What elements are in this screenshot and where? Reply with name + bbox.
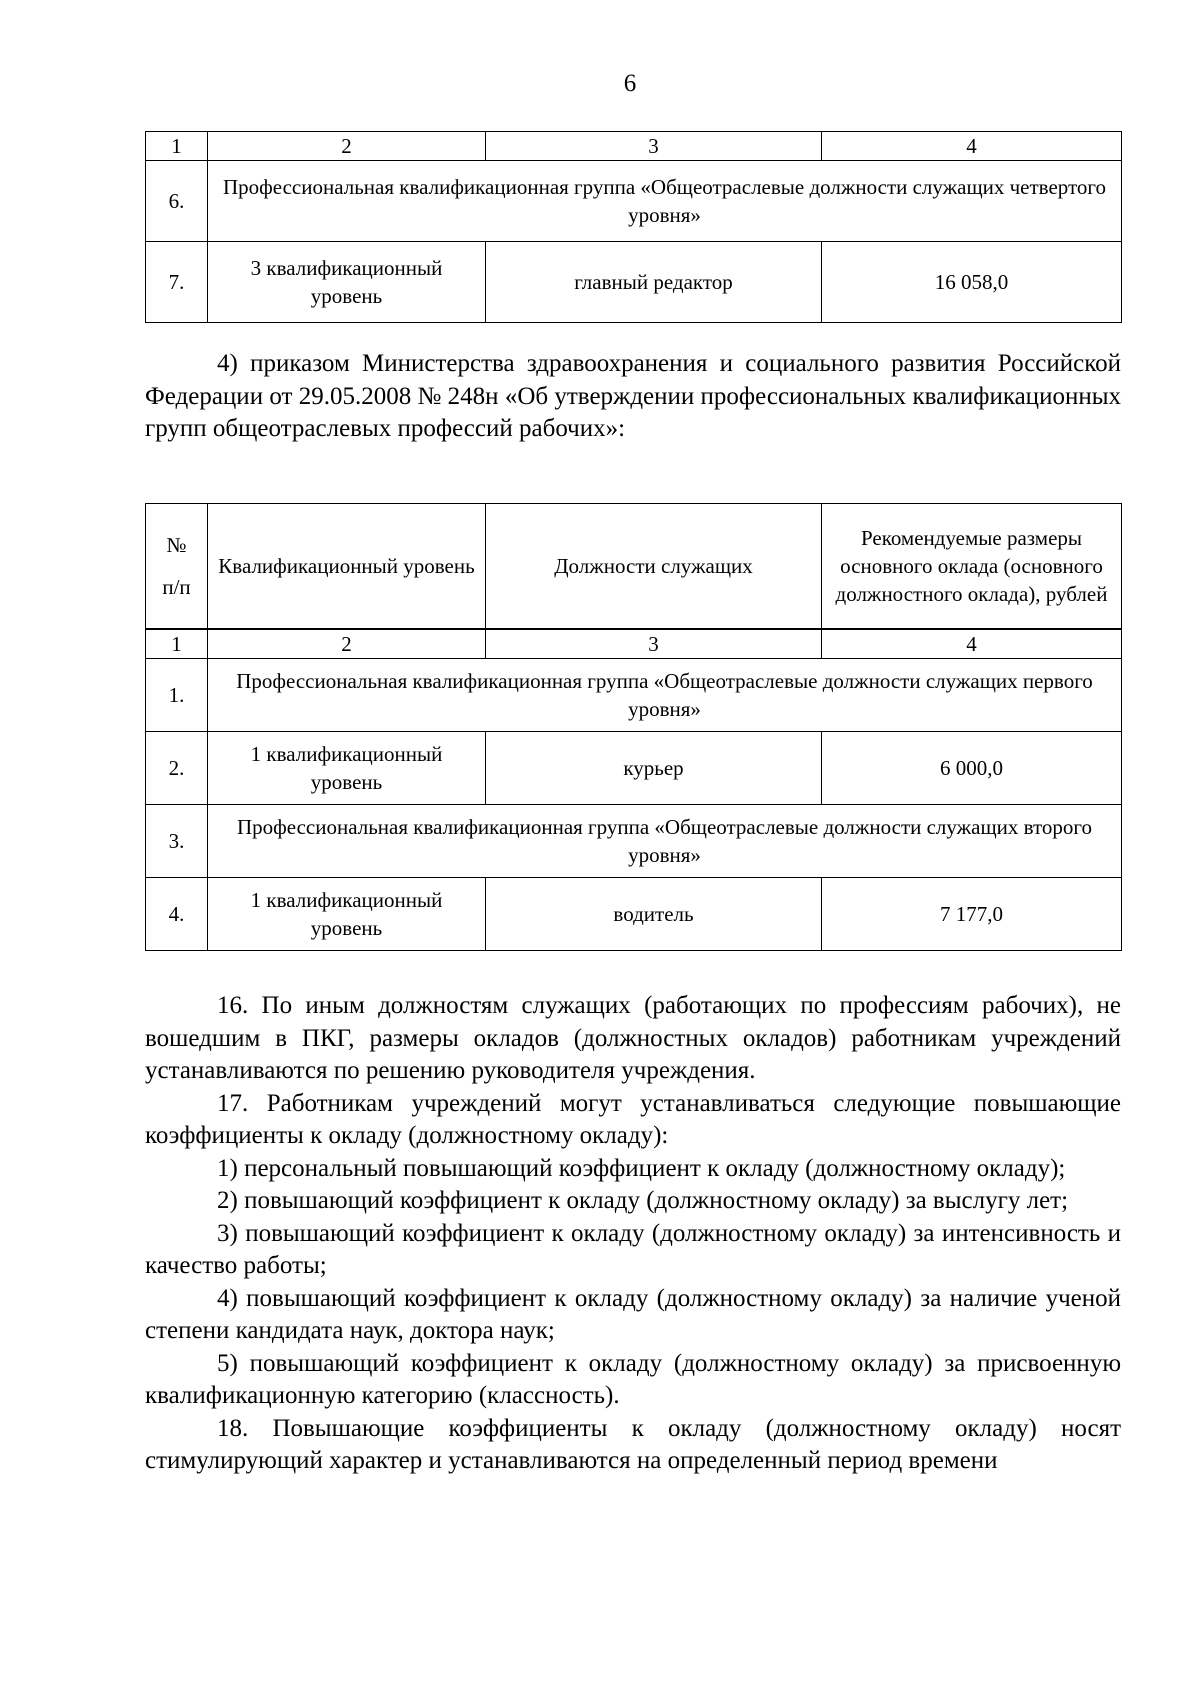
col-number: 3 [486, 132, 822, 161]
header-level: Квалификационный уровень [208, 504, 486, 630]
paragraph: 17. Работникам учреждений могут устанавливаться следующие повышающие коэффициенты к окладу (должностному окладу): [145, 1089, 1121, 1149]
paragraph: 18. Повышающие коэффициенты к окладу (должностному окладу) носят стимулирующий характер и устанавливаются на определенный период времени [145, 1414, 1121, 1474]
salary-value: 6 000,0 [822, 732, 1122, 805]
group-row [146, 659, 1122, 732]
qualification-level: 3 квалификационный уровень [208, 242, 486, 323]
table-header-row [146, 504, 1122, 630]
column-numbers-row [146, 132, 1122, 161]
col-number: 4 [822, 132, 1122, 161]
position-name: курьер [486, 732, 822, 805]
paragraph: 16. По иным должностям служащих (работающих по профессиям рабочих), не вошедшим в ПКГ, размеры окладов (должностных окладов) работникам учреждений устанавливаются по решению руководителя учреждения. [145, 992, 1121, 1084]
order-paragraph [145, 348, 1121, 446]
salary-value: 7 177,0 [822, 878, 1122, 951]
page-number: 6 [623, 70, 637, 97]
position-name: водитель [486, 878, 822, 951]
salary-value: 16 058,0 [822, 242, 1122, 323]
header-number-sign: № [166, 533, 187, 557]
col-number: 3 [486, 629, 822, 659]
paragraph: 2) повышающий коэффициент к окладу (должностному окладу) за выслугу лет; [217, 1187, 1069, 1214]
row-number: 3. [146, 805, 208, 878]
col-number: 2 [208, 629, 486, 659]
paragraph: 4) повышающий коэффициент к окладу (должностному окладу) за наличие ученой степени кандидата наук, доктора наук; [145, 1284, 1121, 1344]
column-numbers-row [146, 629, 1122, 659]
table-row [146, 732, 1122, 805]
paragraph: 1) персональный повышающий коэффициент к окладу (должностному окладу); [217, 1154, 1066, 1182]
row-number: 1. [146, 659, 208, 732]
table-row [146, 878, 1122, 951]
group-title: Профессиональная квалификационная группа «Общеотраслевые должности служащих второго уровня» [208, 805, 1122, 878]
col-number: 4 [822, 629, 1122, 659]
col-number: 1 [146, 629, 208, 659]
header-number [146, 504, 208, 630]
table-continuation [145, 131, 1122, 323]
header-position: Должности служащих [486, 504, 822, 630]
row-number: 7. [146, 242, 208, 323]
qualification-level: 1 квалификационный уровень [208, 732, 486, 805]
header-number-pp: п/п [162, 575, 191, 599]
row-number: 4. [146, 878, 208, 951]
row-number: 6. [146, 161, 208, 242]
group-title: Профессиональная квалификационная группа «Общеотраслевые должности служащих первого уровня» [208, 659, 1122, 732]
paragraph: 5) повышающий коэффициент к окладу (должностному окладу) за присвоенную квалификационную категорию (классность). [145, 1349, 1121, 1409]
salary-table [145, 503, 1122, 951]
header-salary: Рекомендуемые размеры основного оклада (основного должностного оклада), рублей [822, 504, 1122, 630]
row-number: 2. [146, 732, 208, 805]
paragraph: 4) приказом Министерства здравоохранения и социального развития Российской Федерации от 29.05.2008 № 248н «Об утверждении профессиональных квалификационных групп общеотраслевых профессий рабочих»: [145, 350, 1121, 442]
group-row [146, 805, 1122, 878]
body-text [145, 990, 1121, 1478]
group-row [146, 161, 1122, 242]
col-number: 1 [146, 132, 208, 161]
group-title: Профессиональная квалификационная группа «Общеотраслевые должности служащих четвертого уровня» [208, 161, 1122, 242]
qualification-level: 1 квалификационный уровень [208, 878, 486, 951]
table-row [146, 242, 1122, 323]
paragraph: 3) повышающий коэффициент к окладу (должностному окладу) за интенсивность и качество работы; [145, 1219, 1121, 1279]
position-name: главный редактор [486, 242, 822, 323]
col-number: 2 [208, 132, 486, 161]
